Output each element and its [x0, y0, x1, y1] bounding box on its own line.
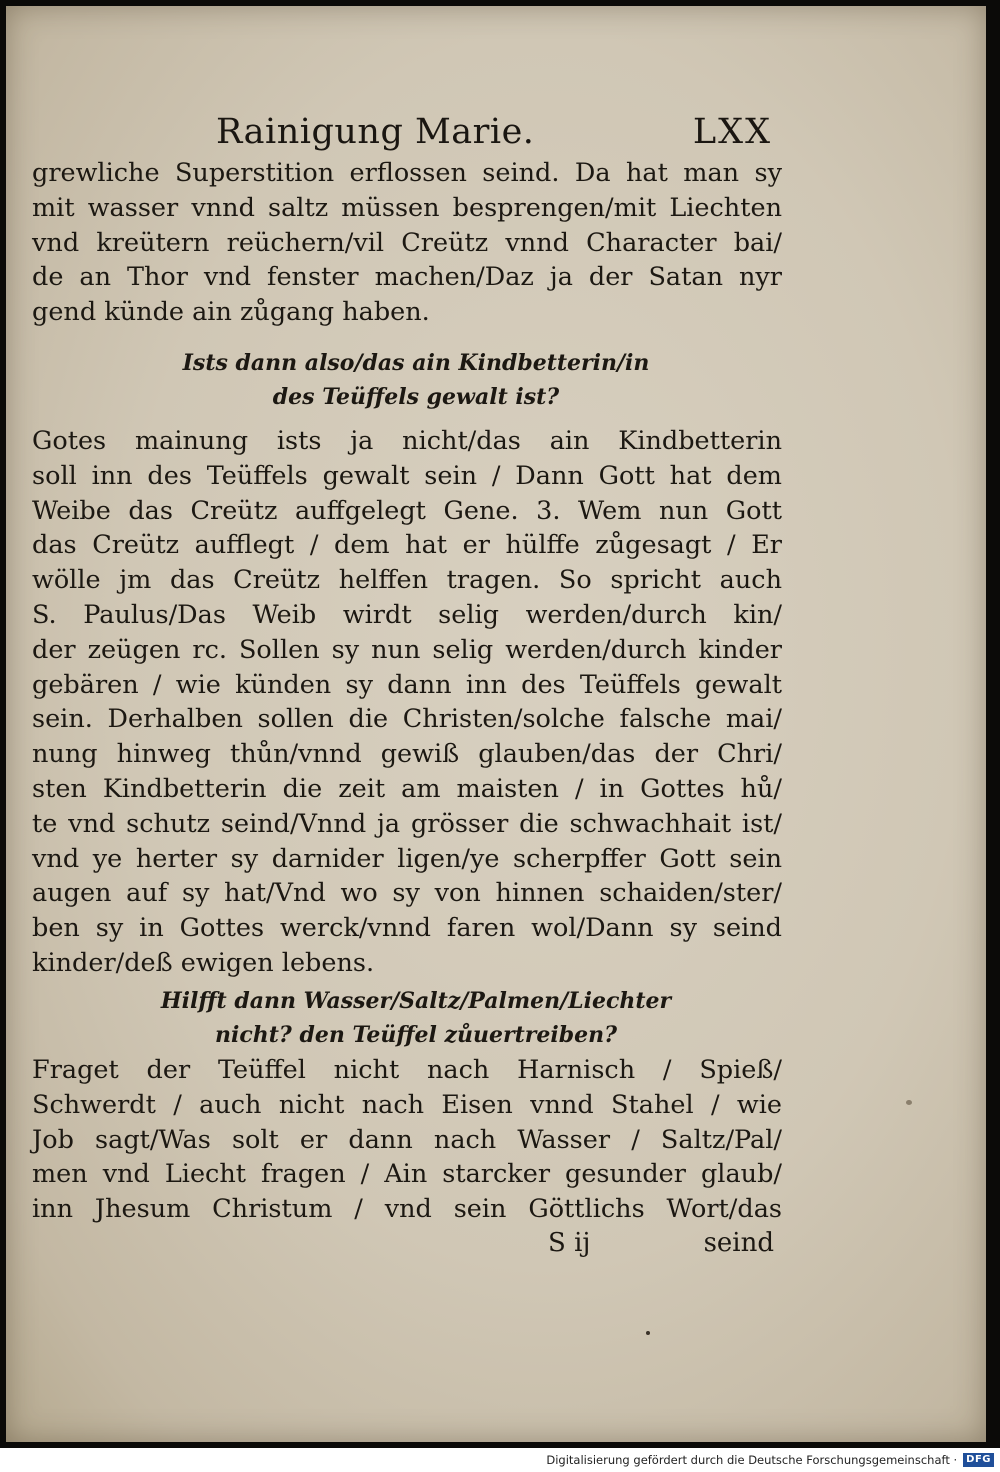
text-line: men vnd Liecht fragen / Ain starcker gesunder glaub/ — [32, 1159, 782, 1190]
catchline — [536, 1228, 774, 1268]
text-line: gebären / wie künden sy dann inn des Teüffels gewalt — [32, 669, 782, 700]
text-line: kinder/deß ewigen lebens. — [32, 947, 375, 978]
text-line: augen auf sy hat/Vnd wo sy von hinnen schaiden/ster/ — [32, 878, 782, 909]
paragraph-3 — [32, 1053, 782, 1227]
ink-speck — [906, 1100, 912, 1105]
text-line: vnd kreütern reüchern/vil Creütz vnnd Character bai/ — [32, 227, 782, 258]
text-line: Schwerdt / auch nicht nach Eisen vnnd Stahel / wie — [32, 1089, 782, 1120]
text-line: S. Paulus/Das Weib wirdt selig werden/durch kin/ — [32, 599, 782, 630]
text-line: das Creütz aufflegt / dem hat er hülffe zůgesagt / Er — [32, 530, 782, 561]
text-line: grewliche Superstition erflossen seind. Da hat man sy — [32, 158, 782, 188]
catchword: seind — [703, 1228, 774, 1258]
heading-line: Ists dann also/das ain Kindbetterin/in — [182, 350, 650, 376]
text-line: mit wasser vnnd saltz müssen besprengen/mit Liechten — [32, 192, 782, 223]
text-line: te vnd schutz seind/Vnnd ja grösser die schwachhait ist/ — [32, 808, 782, 839]
paragraph-2 — [32, 424, 782, 981]
folio-number: LXX — [692, 112, 772, 152]
text-line: ben sy in Gottes werck/vnnd faren wol/Dann sy seind — [32, 913, 782, 944]
text-line: Weibe das Creütz auffgelegt Gene. 3. Wem nun Gott — [32, 495, 782, 526]
text-line: der zeügen rc. Sollen sy nun selig werden/durch kinder — [32, 634, 782, 665]
page-header — [216, 110, 772, 160]
text-line: gend künde ain zůgang haben. — [32, 297, 430, 328]
text-line: soll inn des Teüffels gewalt sein / Dann Gott hat dem — [32, 460, 782, 491]
heading-line: des Teüffels gewalt ist? — [272, 384, 560, 410]
text-line: Gotes mainung ists ja nicht/das ain Kindbetterin — [32, 426, 782, 456]
text-line: Job sagt/Was solt er dann nach Wasser / Saltz/Pal/ — [32, 1124, 782, 1155]
dfg-logo-icon: DFG — [963, 1453, 994, 1467]
section-heading-2 — [106, 984, 726, 1052]
text-line: inn Jhesum Christum / vnd sein Göttlichs Wort/das — [32, 1194, 782, 1225]
text-line: de an Thor vnd fenster machen/Daz ja der Satan nyr — [32, 262, 782, 293]
running-title: Rainigung Marie. — [216, 112, 535, 152]
text-line: nung hinweg thůn/vnnd gewiß glauben/das der Chri/ — [32, 739, 782, 770]
paragraph-1 — [32, 156, 782, 330]
book-page — [6, 6, 986, 1442]
text-line: vnd ye herter sy darnider ligen/ye scherpffer Gott sein — [32, 843, 782, 874]
funding-credit: Digitalisierung gefördert durch die Deutsche Forschungsgemeinschaft · — [546, 1453, 958, 1467]
text-line: sein. Derhalben sollen die Christen/solche falsche mai/ — [32, 704, 782, 735]
digitization-footer — [546, 1450, 994, 1470]
heading-line: Hilfft dann Wasser/Saltz/Palmen/Liechter — [160, 988, 672, 1014]
heading-line: nicht? den Teüffel zůuertreiben? — [215, 1022, 617, 1048]
text-line: Fraget der Teüffel nicht nach Harnisch / Spieß/ — [32, 1055, 782, 1085]
signature-mark: S ij — [548, 1228, 591, 1258]
ink-speck — [646, 1331, 650, 1335]
section-heading-1 — [106, 346, 726, 414]
text-line: sten Kindbetterin die zeit am maisten / in Gottes hů/ — [32, 773, 782, 804]
text-line: wölle jm das Creütz helffen tragen. So spricht auch — [32, 565, 782, 596]
